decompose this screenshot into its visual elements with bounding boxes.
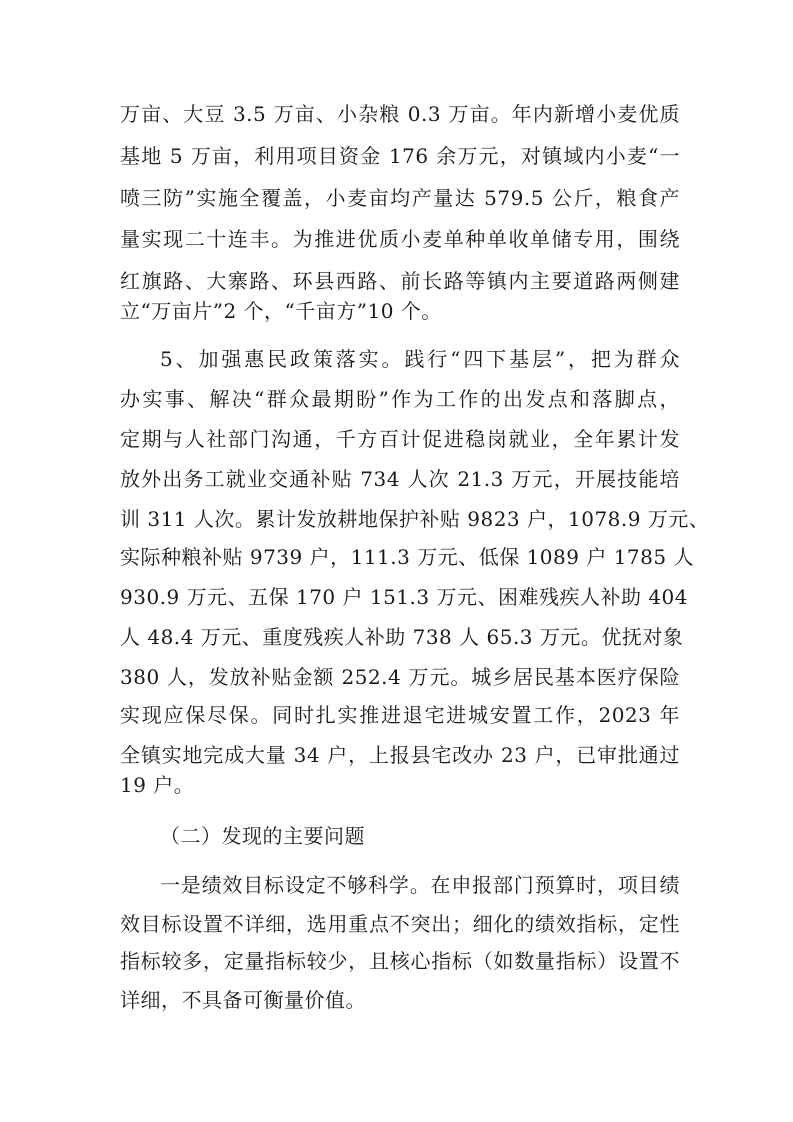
paragraph-2-line: 办实事、解决“群众最期盼”作为工作的出发点和落脚点， xyxy=(120,387,680,411)
paragraph-1-line: 喷三防”实施全覆盖，小麦亩均产量达 579.5 公斤，粮食产 xyxy=(120,186,680,210)
paragraph-3-line: 效目标设置不详细，选用重点不突出；细化的绩效指标，定性 xyxy=(120,912,680,936)
paragraph-2-line: 实际种粮补贴 9739 户，111.3 万元、低保 1089 户 1785 人 xyxy=(120,545,694,569)
paragraph-2-line: 实现应保尽保。同时扎实推进退宅进城安置工作，2023 年 xyxy=(120,703,680,727)
paragraph-2-line: 380 人，发放补贴金额 252.4 万元。城乡居民基本医疗保险 xyxy=(120,665,680,689)
paragraph-2-line: 19 户。 xyxy=(120,773,195,797)
section-heading: （二）发现的主要问题 xyxy=(160,824,365,848)
paragraph-3-line: 指标较多，定量指标较少，且核心指标（如数量指标）设置不 xyxy=(120,949,680,973)
paragraph-2-line: 930.9 万元、五保 170 户 151.3 万元、困难残疾人补助 404 xyxy=(120,585,689,609)
paragraph-1-line: 基地 5 万亩，利用项目资金 176 余万元，对镇域内小麦“一 xyxy=(120,144,680,168)
paragraph-3-line: 一是绩效目标设定不够科学。在申报部门预算时，项目绩 xyxy=(160,873,680,897)
paragraph-2-line: 5、加强惠民政策落实。践行“四下基层”，把为群众 xyxy=(160,347,680,371)
paragraph-2-line: 定期与人社部门沟通，千方百计促进稳岗就业，全年累计发 xyxy=(120,427,680,451)
paragraph-1-line: 量实现二十连丰。为推进优质小麦单种单收单储专用，围绕 xyxy=(120,227,680,251)
paragraph-2-line: 训 311 人次。累计发放耕地保护补贴 9823 户，1078.9 万元、 xyxy=(120,507,710,531)
paragraph-2-line: 放外出务工就业交通补贴 734 人次 21.3 万元，开展技能培 xyxy=(120,467,680,491)
paragraph-1-line: 万亩、大豆 3.5 万亩、小杂粮 0.3 万亩。年内新增小麦优质 xyxy=(120,102,680,126)
paragraph-1-line: 立“万亩片”2 个，“千亩方”10 个。 xyxy=(120,299,442,323)
paragraph-2-line: 全镇实地完成大量 34 户，上报县宅改办 23 户，已审批通过 xyxy=(120,743,680,767)
paragraph-1-line: 红旗路、大寨路、环县西路、前长路等镇内主要道路两侧建 xyxy=(120,269,680,293)
paragraph-3-line: 详细，不具备可衡量价值。 xyxy=(120,988,366,1012)
paragraph-2-line: 人 48.4 万元、重度残疾人补助 738 人 65.3 万元。优抚对象 xyxy=(120,625,684,649)
